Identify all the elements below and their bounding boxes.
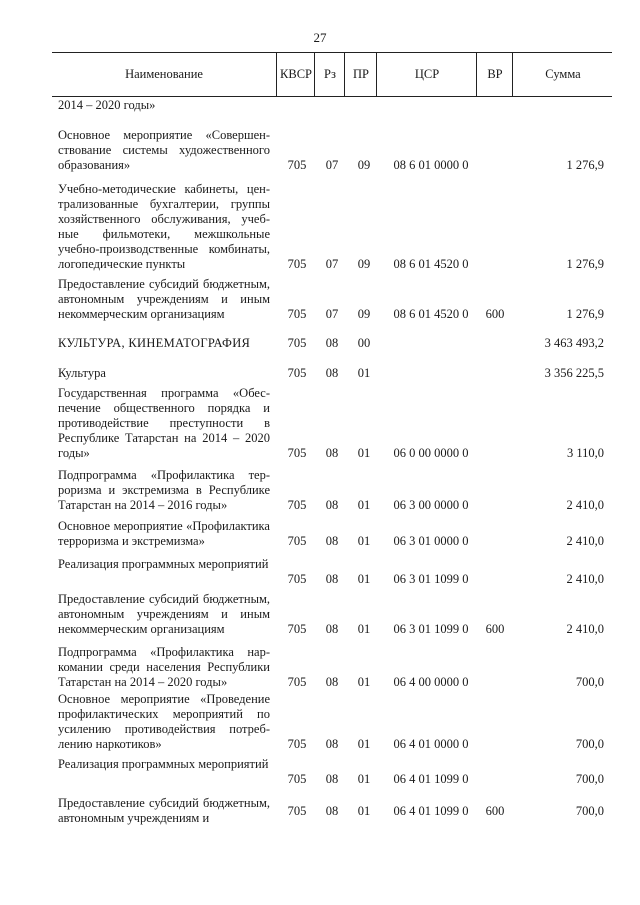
row-name: Государственная программа «Обеспечение общественного порядка и противодействие преступности в Республике Татарстан на 2014 – 2020 годы» [58, 386, 270, 460]
row-vr: 600 [485, 307, 505, 321]
row-pr: 01 [357, 446, 371, 460]
page-number: 27 [313, 30, 327, 45]
row-kvsr: 705 [287, 622, 307, 636]
row-name: Реализация программных мероприятий [58, 557, 269, 571]
row-pr: 01 [357, 772, 371, 786]
row-sum: 1 276,9 [566, 158, 604, 172]
row-sum: 700,0 [575, 804, 604, 818]
row-name: Подпрограмма «Профилактика наркомании среди населения Республики Татарстан на 2014 – 2020 годы» [58, 645, 270, 689]
row-sum: 1 276,9 [566, 307, 604, 321]
row-name: Основное мероприятие «Проведение профилактических мероприятий по усилению противодействия потреблению наркотиков» [58, 692, 270, 751]
row-kvsr: 705 [287, 446, 307, 460]
header-sum: Сумма [512, 53, 613, 96]
row-csr: 06 0 00 0000 0 [393, 446, 469, 460]
row-rz: 08 [325, 446, 339, 460]
row-rz: 08 [325, 498, 339, 512]
row-pr: 01 [357, 622, 371, 636]
row-csr: 06 3 01 1099 0 [393, 572, 469, 586]
row-pr: 09 [357, 307, 371, 321]
row-sum: 700,0 [575, 675, 604, 689]
header-pr: ПР [344, 53, 377, 96]
row-csr: 08 6 01 4520 0 [393, 257, 469, 271]
row-kvsr: 705 [287, 572, 307, 586]
row-csr: 06 4 01 1099 0 [393, 804, 469, 818]
header-rz: Рз [314, 53, 345, 96]
row-kvsr: 705 [287, 772, 307, 786]
row-vr: 600 [485, 804, 505, 818]
header-name: Наименование [125, 67, 203, 81]
row-sum: 2 410,0 [566, 622, 604, 636]
row-rz: 08 [325, 622, 339, 636]
row-kvsr: 705 [287, 158, 307, 172]
header-kvsr: КВСР [276, 53, 315, 96]
row-csr: 06 3 00 0000 0 [393, 498, 469, 512]
row-name: Основное мероприятие «Профилактика терроризма и экстремизма» [58, 519, 270, 548]
row-rz: 08 [325, 675, 339, 689]
row-pr: 09 [357, 257, 371, 271]
row-sum: 2 410,0 [566, 572, 604, 586]
row-kvsr: 705 [287, 675, 307, 689]
row-pr: 01 [357, 534, 371, 548]
table-header [52, 52, 612, 97]
row-kvsr: 705 [287, 498, 307, 512]
row-sum: 3 463 493,2 [544, 336, 604, 350]
continued-text: 2014 – 2020 годы» [58, 98, 156, 112]
row-sum: 2 410,0 [566, 534, 604, 548]
row-csr: 06 3 01 1099 0 [393, 622, 469, 636]
row-pr: 09 [357, 158, 371, 172]
row-csr: 08 6 01 4520 0 [393, 307, 469, 321]
row-name: Учебно-методические кабинеты, централизованные бухгалтерии, группы хозяйственного обслуживания, учебные фильмотеки, межшкольные учебно-производственные комбинаты, логопедические пункты [58, 182, 270, 271]
row-rz: 08 [325, 572, 339, 586]
row-name: КУЛЬТУРА, КИНЕМАТОГРАФИЯ [58, 336, 251, 350]
row-rz: 07 [325, 257, 339, 271]
header-vr: ВР [476, 53, 513, 96]
row-csr: 06 3 01 0000 0 [393, 534, 469, 548]
row-kvsr: 705 [287, 737, 307, 751]
row-name: Культура [58, 366, 106, 380]
row-csr: 06 4 01 0000 0 [393, 737, 469, 751]
row-rz: 07 [325, 307, 339, 321]
row-pr: 01 [357, 675, 371, 689]
row-rz: 08 [325, 534, 339, 548]
row-csr: 08 6 01 0000 0 [393, 158, 469, 172]
row-rz: 07 [325, 158, 339, 172]
row-pr: 01 [357, 804, 371, 818]
row-csr: 06 4 00 0000 0 [393, 675, 469, 689]
row-csr: 06 4 01 1099 0 [393, 772, 469, 786]
row-vr: 600 [485, 622, 505, 636]
row-name: Предоставление субсидий бюджетным, автономным учреждениям и иным некоммерческим организациям [58, 277, 270, 321]
row-kvsr: 705 [287, 307, 307, 321]
row-rz: 08 [325, 804, 339, 818]
row-pr: 01 [357, 572, 371, 586]
row-rz: 08 [325, 366, 339, 380]
row-rz: 08 [325, 737, 339, 751]
row-kvsr: 705 [287, 366, 307, 380]
row-pr: 01 [357, 498, 371, 512]
row-sum: 700,0 [575, 737, 604, 751]
row-sum: 3 356 225,5 [544, 366, 604, 380]
row-sum: 2 410,0 [566, 498, 604, 512]
row-rz: 08 [325, 336, 339, 350]
header-csr: ЦСР [376, 53, 477, 96]
row-sum: 700,0 [575, 772, 604, 786]
row-name: Реализация программных мероприятий [58, 757, 269, 771]
row-kvsr: 705 [287, 534, 307, 548]
row-name: Основное мероприятие «Совершенствование системы художественного образования» [58, 128, 270, 172]
row-sum: 3 110,0 [566, 446, 604, 460]
row-sum: 1 276,9 [566, 257, 604, 271]
row-pr: 01 [357, 366, 371, 380]
row-name: Предоставление субсидий бюджетным, автономным учреждениям и [58, 796, 270, 825]
row-pr: 01 [357, 737, 371, 751]
row-kvsr: 705 [287, 804, 307, 818]
row-kvsr: 705 [287, 336, 307, 350]
row-name: Предоставление субсидий бюджетным, автономным учреждениям и иным некоммерческим организациям [58, 592, 270, 636]
row-name: Подпрограмма «Профилактика терроризма и экстремизма в Республике Татарстан на 2014 – 2016 годы» [58, 468, 270, 512]
row-rz: 08 [325, 772, 339, 786]
row-pr: 00 [357, 336, 371, 350]
row-kvsr: 705 [287, 257, 307, 271]
